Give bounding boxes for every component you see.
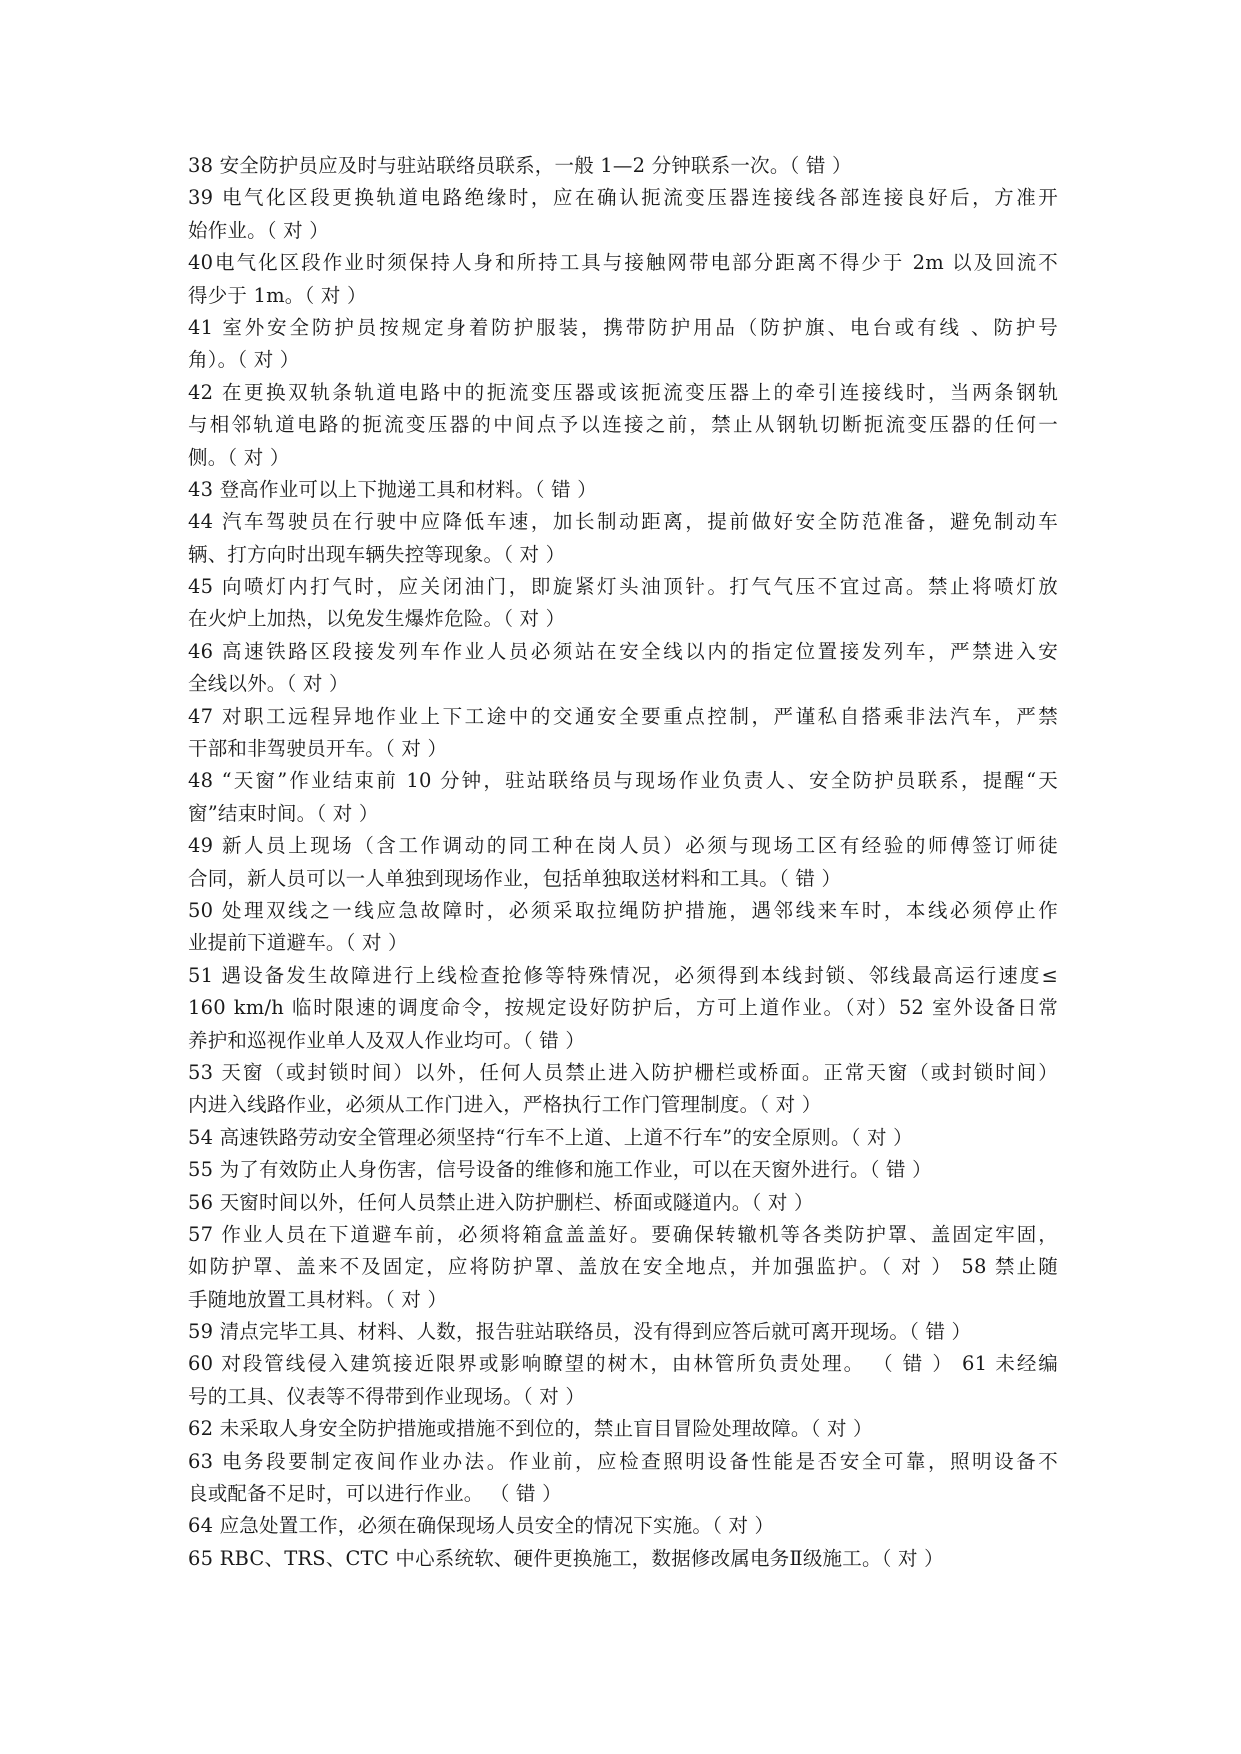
text-line: 65 RBC、TRS、CTC 中心系统软、硬件更换施工，数据修改属电务Ⅱ级施工。（ 对 ） xyxy=(188,1546,944,1570)
text-line: 干部和非驾驶员开车。（ 对 ） xyxy=(188,737,448,761)
text-line: 51 遇设备发生故障进行上线检查抢修等特殊情况，必须得到本线封锁、邻线最高运行速度≤ xyxy=(188,963,1058,987)
text-line: 角）。（ 对 ） xyxy=(188,348,300,372)
text-line: 42 在更换双轨条轨道电路中的扼流变压器或该扼流变压器上的牵引连接线时，当两条钢轨 xyxy=(188,380,1058,404)
text-line: 如防护罩、盖来不及固定，应将防护罩、盖放在安全地点，并加强监护。（ 对 ） 58 禁止随 xyxy=(188,1255,1058,1279)
text-line: 窗”结束时间。（ 对 ） xyxy=(188,801,379,825)
text-line: 56 天窗时间以外，任何人员禁止进入防护删栏、桥面或隧道内。（ 对 ） xyxy=(188,1190,814,1214)
text-line: 号的工具、仪表等不得带到作业现场。（ 对 ） xyxy=(188,1384,586,1408)
text-line: 60 对段管线侵入建筑接近限界或影响瞭望的树木，由林管所负责处理。 （ 错 ） 61 未经编 xyxy=(188,1352,1058,1376)
text-line: 49 新人员上现场（含工作调动的同工种在岗人员）必须与现场工区有经验的师傅签订师徒 xyxy=(188,834,1058,858)
text-line: 54 高速铁路劳动安全管理必须坚持“行车不上道、上道不行车”的安全原则。（ 对 ） xyxy=(188,1125,913,1149)
text-line: 62 未采取人身安全防护措施或措施不到位的，禁止盲目冒险处理故障。（ 对 ） xyxy=(188,1417,873,1441)
text-line: 63 电务段要制定夜间作业办法。作业前，应检查照明设备性能是否安全可靠，照明设备不 xyxy=(188,1449,1058,1473)
text-line: 养护和巡视作业单人及双人作业均可。（ 错 ） xyxy=(188,1028,586,1052)
document-body xyxy=(188,150,1058,1575)
text-line: 全线以外。（ 对 ） xyxy=(188,672,349,696)
text-line: 53 天窗（或封锁时间）以外，任何人员禁止进入防护栅栏或桥面。正常天窗（或封锁时间） xyxy=(188,1060,1058,1084)
text-line: 44 汽车驾驶员在行驶中应降低车速，加长制动距离，提前做好安全防范准备，避免制动车 xyxy=(188,510,1058,534)
text-line: 43 登高作业可以上下抛递工具和材料。（ 错 ） xyxy=(188,477,597,501)
text-line: 45 向喷灯内打气时，应关闭油门，即旋紧灯头油顶针。打气气压不宜过高。禁止将喷灯放 xyxy=(188,575,1058,599)
text-line: 业提前下道避车。（ 对 ） xyxy=(188,931,408,955)
text-line: 手随地放置工具材料。（ 对 ） xyxy=(188,1287,448,1311)
text-line: 得少于 1m。（ 对 ） xyxy=(188,283,367,307)
text-line: 64 应急处置工作，必须在确保现场人员安全的情况下实施。（ 对 ） xyxy=(188,1514,775,1538)
text-line: 160 km/h 临时限速的调度命令，按规定设好防护后，方可上道作业。（对）52 室外设备日常 xyxy=(188,996,1058,1020)
text-line: 39 电气化区段更换轨道电路绝缘时，应在确认扼流变压器连接线各部连接良好后，方准开 xyxy=(188,186,1058,210)
text-line: 内进入线路作业，必须从工作门进入，严格执行工作门管理制度。（ 对 ） xyxy=(188,1093,822,1117)
text-line: 57 作业人员在下道避车前，必须将箱盒盖盖好。要确保转辙机等各类防护罩、盖固定牢固， xyxy=(188,1222,1058,1246)
text-line: 辆、打方向时出现车辆失控等现象。（ 对 ） xyxy=(188,542,566,566)
text-line: 50 处理双线之一线应急故障时，必须采取拉绳防护措施，遇邻线来车时，本线必须停止作 xyxy=(188,898,1058,922)
text-line: 40电气化区段作业时须保持人身和所持工具与接触网带电部分距离不得少于 2m 以及回流不 xyxy=(188,251,1058,275)
text-line: 41 室外安全防护员按规定身着防护服装，携带防护用品（防护旗、电台或有线 、防护号 xyxy=(188,315,1058,339)
text-line: 47 对职工远程异地作业上下工途中的交通安全要重点控制，严谨私自搭乘非法汽车，严禁 xyxy=(188,704,1058,728)
text-line: 与相邻轨道电路的扼流变压器的中间点予以连接之前，禁止从钢轨切断扼流变压器的任何一 xyxy=(188,413,1058,437)
text-line: 38 安全防护员应及时与驻站联络员联系，一般 1—2 分钟联系一次。（ 错 ） xyxy=(188,154,852,177)
text-line: 在火炉上加热，以免发生爆炸危险。（ 对 ） xyxy=(188,607,566,631)
text-line: 良或配备不足时，可以进行作业。 （ 错 ） xyxy=(188,1482,562,1506)
text-line: 46 高速铁路区段接发列车作业人员必须站在安全线以内的指定位置接发列车，严禁进入安 xyxy=(188,639,1058,663)
text-line: 合同，新人员可以一人单独到现场作业，包括单独取送材料和工具。（ 错 ） xyxy=(188,866,842,890)
text-line: 48 “天窗”作业结束前 10 分钟，驻站联络员与现场作业负责人、安全防护员联系，提醒“天 xyxy=(188,769,1058,793)
text-line: 侧。（ 对 ） xyxy=(188,445,290,469)
text-line: 55 为了有效防止人身伤害，信号设备的维修和施工作业，可以在天窗外进行。（ 错 ） xyxy=(188,1158,932,1182)
text-line: 59 清点完毕工具、材料、人数，报告驻站联络员，没有得到应答后就可离开现场。（ 错 ） xyxy=(188,1320,972,1344)
text-line: 始作业。（ 对 ） xyxy=(188,218,329,242)
